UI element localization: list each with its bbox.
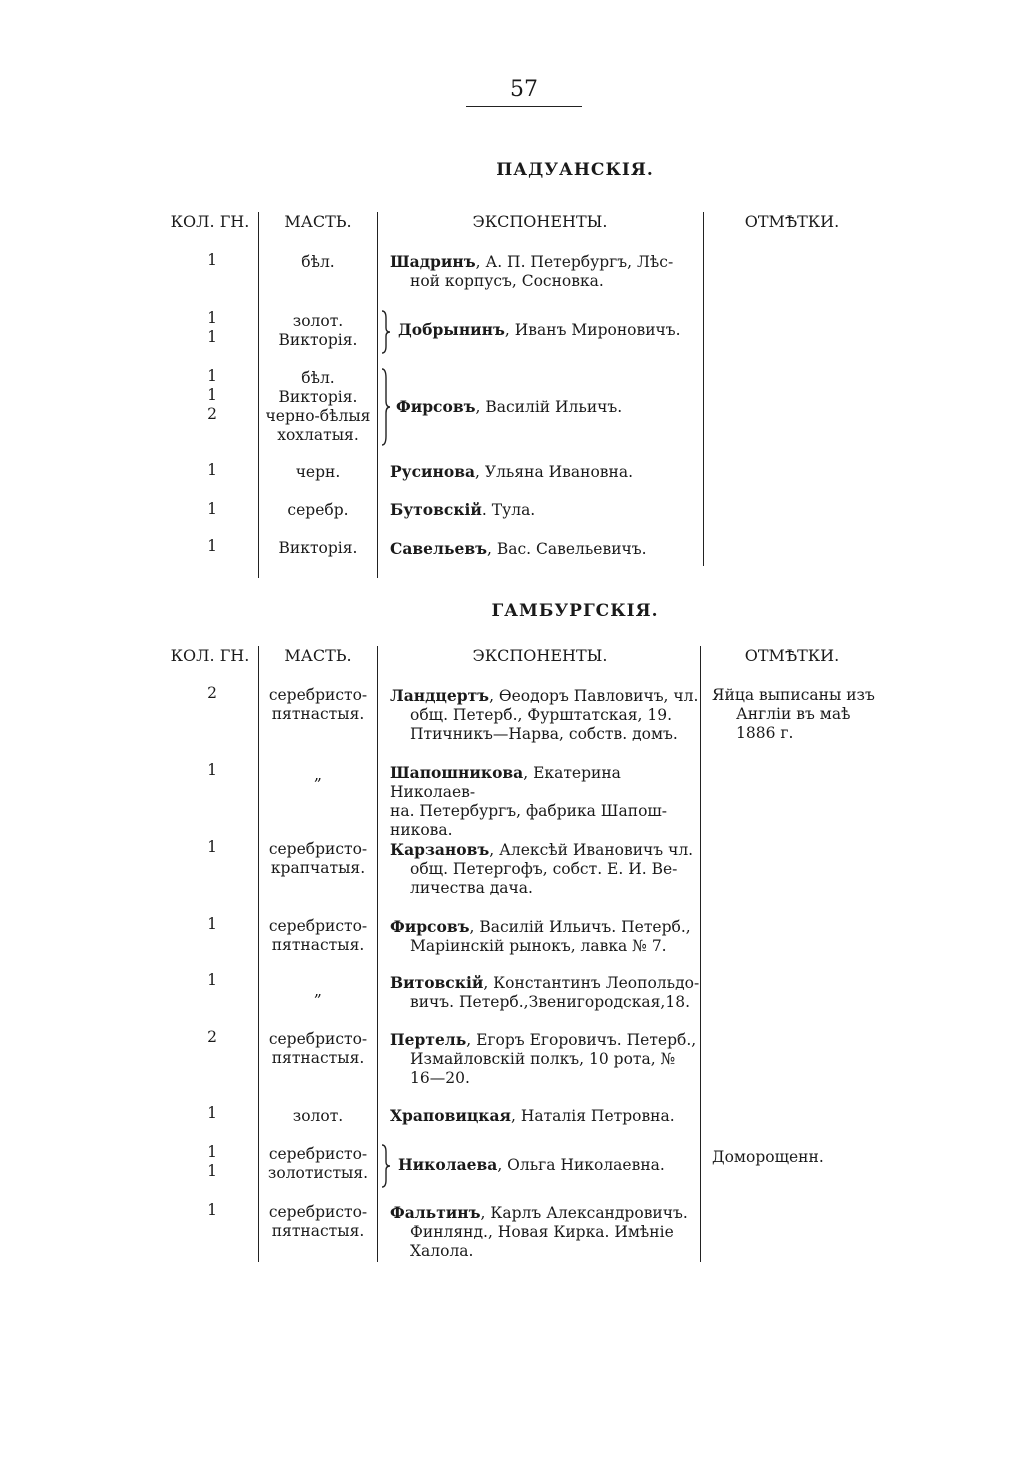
exhibitor-details: Халола. xyxy=(410,1242,474,1260)
row-exhibitor xyxy=(398,320,698,340)
header-color: МАСТЬ. xyxy=(284,212,352,231)
column-divider xyxy=(258,212,259,578)
exhibitor-details: , Иванъ Мироновичъ. xyxy=(504,321,681,339)
row-exhibitor xyxy=(398,1155,698,1175)
note-line: Яйца выписаны изъ xyxy=(712,686,875,704)
exhibitor-details: , Алексѣй Ивановичъ чл. xyxy=(489,841,694,859)
row-color: пятнастыя. xyxy=(271,1049,365,1067)
row-color: серебр. xyxy=(287,501,349,519)
exhibitor-details: общ. Петергофъ, собст. Е. И. Ве- xyxy=(410,860,678,878)
row-color: серебристо- xyxy=(268,686,368,704)
row-qty: 2 xyxy=(207,1028,217,1046)
row-exhibitor xyxy=(390,1030,702,1088)
row-exhibitor xyxy=(390,539,702,559)
row-color: хохлатыя. xyxy=(277,426,359,444)
exhibitor-details: 16—20. xyxy=(410,1069,470,1087)
exhibitor-details: . Тула. xyxy=(481,501,536,519)
row-qty: 1 xyxy=(207,251,217,269)
row-note: Доморощенн. xyxy=(712,1148,824,1166)
exhibitor-details: Маріинскій рынокъ, лавка № 7. xyxy=(410,937,667,955)
exhibitor-details: , Константинъ Леопольдо- xyxy=(483,974,700,992)
row-exhibitor xyxy=(390,917,702,956)
row-note xyxy=(712,686,882,743)
column-divider xyxy=(703,212,704,566)
row-color: Викторія. xyxy=(278,388,358,406)
header-exhibitors: ЭКСПОНЕНТЫ. xyxy=(472,646,608,665)
exhibitor-details: , Екатерина Николаев- xyxy=(390,764,621,801)
row-color: пятнастыя. xyxy=(271,936,365,954)
brace xyxy=(380,368,392,446)
page-number: 57 xyxy=(510,77,538,102)
exhibitor-details: на. Петербургъ, фабрика Шапош- xyxy=(390,802,668,820)
header-exhibitors: ЭКСПОНЕНТЫ. xyxy=(472,212,608,231)
row-exhibitor xyxy=(390,973,702,1012)
row-qty: 1 xyxy=(207,971,217,989)
row-color: черно-бѣлыя xyxy=(265,407,371,425)
exhibitor-name: Карзановъ xyxy=(390,840,490,859)
header-notes: ОТМѢТКИ. xyxy=(744,212,840,231)
row-qty: 1 xyxy=(207,500,217,518)
row-color: серебристо- xyxy=(268,1203,368,1221)
row-color: серебристо- xyxy=(268,917,368,935)
exhibitor-name: Фальтинъ xyxy=(390,1203,481,1222)
row-qty: 1 xyxy=(207,537,217,555)
row-color: серебристо- xyxy=(268,1030,368,1048)
row-color: золот. xyxy=(292,312,344,330)
column-divider xyxy=(377,212,378,578)
row-exhibitor xyxy=(390,252,702,291)
exhibitor-name: Русинова xyxy=(390,462,476,481)
exhibitor-name: Фирсовъ xyxy=(396,397,476,416)
row-qty: 1 xyxy=(207,367,217,385)
exhibitor-details: , Ѳеодоръ Павловичъ, чл. xyxy=(489,687,699,705)
brace xyxy=(380,310,392,354)
exhibitor-details: , Василій Ильичъ. xyxy=(475,398,623,416)
row-color: серебристо- xyxy=(268,840,368,858)
row-color: бѣл. xyxy=(301,253,335,271)
row-qty: 1 xyxy=(207,328,217,346)
exhibitor-details: , Карлъ Александровичъ. xyxy=(480,1204,688,1222)
row-exhibitor xyxy=(390,500,702,520)
row-exhibitor xyxy=(390,462,702,482)
header-notes: ОТМѢТКИ. xyxy=(744,646,840,665)
exhibitor-name: Пертель xyxy=(390,1030,467,1049)
column-divider xyxy=(258,646,259,1262)
section-title-hamburg: ГАМБУРГСКІЯ. xyxy=(491,601,659,621)
row-color: „ xyxy=(313,982,323,1000)
exhibitor-name: Шапошникова xyxy=(390,763,524,782)
row-color: золотистыя. xyxy=(267,1164,369,1182)
row-qty: 1 xyxy=(207,761,217,779)
row-color: крапчатыя. xyxy=(270,859,366,877)
exhibitor-details: Измайловскій полкъ, 10 рота, № xyxy=(410,1050,676,1068)
exhibitor-details: , А. П. Петербургъ, Лѣс- xyxy=(475,253,674,271)
row-qty: 1 xyxy=(207,915,217,933)
note-line: 1886 г. xyxy=(736,724,794,742)
row-color: серебристо- xyxy=(268,1145,368,1163)
row-qty: 2 xyxy=(207,684,217,702)
exhibitor-name: Бутовскій xyxy=(390,500,482,519)
row-exhibitor xyxy=(390,1203,702,1261)
page-number-rule xyxy=(466,106,582,107)
row-color: пятнастыя. xyxy=(271,705,365,723)
row-color: Викторія. xyxy=(278,331,358,349)
row-color: бѣл. xyxy=(301,369,335,387)
row-qty: 1 xyxy=(207,1162,217,1180)
row-exhibitor xyxy=(396,397,696,417)
exhibitor-details: вичъ. Петерб.,Звенигородская,18. xyxy=(410,993,690,1011)
row-qty: 1 xyxy=(207,838,217,856)
row-qty: 1 xyxy=(207,309,217,327)
row-qty: 1 xyxy=(207,1143,217,1161)
header-color: МАСТЬ. xyxy=(284,646,352,665)
row-qty: 1 xyxy=(207,1104,217,1122)
row-qty: 2 xyxy=(207,405,217,423)
row-exhibitor xyxy=(390,686,702,744)
exhibitor-name: Витовскій xyxy=(390,973,484,992)
exhibitor-details: , Ульяна Ивановна. xyxy=(475,463,634,481)
row-color: „ xyxy=(313,766,323,784)
exhibitor-name: Ландцертъ xyxy=(390,686,490,705)
row-exhibitor xyxy=(390,1106,702,1126)
exhibitor-details: , Егоръ Егоровичъ. Петерб., xyxy=(466,1031,697,1049)
exhibitor-details: ной корпусъ, Сосновка. xyxy=(410,272,604,290)
exhibitor-details: никова. xyxy=(390,821,453,839)
exhibitor-details: общ. Петерб., Фурштатская, 19. xyxy=(410,706,673,724)
brace xyxy=(380,1144,392,1188)
exhibitor-details: , Наталія Петровна. xyxy=(511,1107,675,1125)
row-exhibitor xyxy=(390,840,702,898)
header-qty: КОЛ. ГН. xyxy=(170,646,250,665)
exhibitor-name: Николаева xyxy=(398,1155,498,1174)
row-color: черн. xyxy=(295,463,341,481)
row-color: пятнастыя. xyxy=(271,1222,365,1240)
exhibitor-details: , Ольга Николаевна. xyxy=(497,1156,665,1174)
header-qty: КОЛ. ГН. xyxy=(170,212,250,231)
row-qty: 1 xyxy=(207,461,217,479)
exhibitor-details: , Василій Ильичъ. Петерб., xyxy=(469,918,691,936)
row-exhibitor xyxy=(390,763,702,840)
exhibitor-name: Храповицкая xyxy=(390,1106,511,1125)
exhibitor-name: Савельевъ xyxy=(390,539,487,558)
exhibitor-name: Фирсовъ xyxy=(390,917,470,936)
row-qty: 1 xyxy=(207,1201,217,1219)
section-title-paduan: ПАДУАНСКІЯ. xyxy=(496,160,654,180)
exhibitor-name: Шадринъ xyxy=(390,252,476,271)
note-line: Англіи въ маѣ xyxy=(736,705,851,723)
row-color: Викторія. xyxy=(278,539,358,557)
exhibitor-details: , Вас. Савельевичъ. xyxy=(486,540,647,558)
exhibitor-details: Финлянд., Новая Кирка. Имѣніе xyxy=(410,1223,674,1241)
row-color: золот. xyxy=(292,1107,344,1125)
exhibitor-details: Птичникъ—Нарва, собств. домъ. xyxy=(410,725,678,743)
row-qty: 1 xyxy=(207,386,217,404)
column-divider xyxy=(377,646,378,1262)
exhibitor-name: Добрынинъ xyxy=(398,320,505,339)
exhibitor-details: личества дача. xyxy=(410,879,533,897)
